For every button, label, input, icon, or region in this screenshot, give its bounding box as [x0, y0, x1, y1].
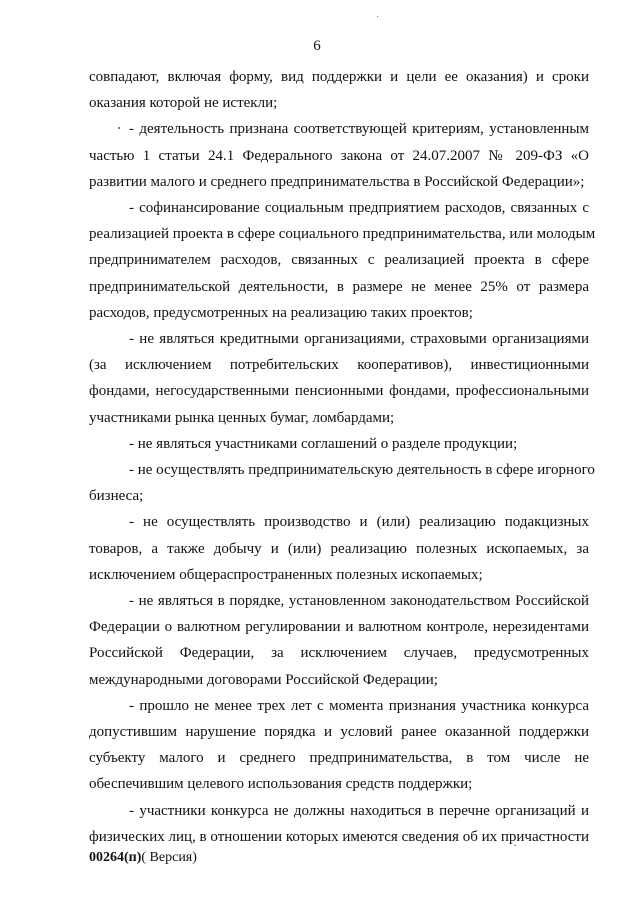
document-version: ( Версия) [141, 850, 197, 865]
text-line: фондами, негосударственными пенсионными фондами, профессиональными [89, 383, 589, 400]
text-line: - софинансирование социальным предприятием расходов, связанных с [129, 200, 589, 217]
text-line: Российской Федерации, за исключением случаев, предусмотренных [89, 645, 589, 662]
document-code: 00264(п) [89, 850, 142, 865]
text-line: участниками рынка ценных бумаг, ломбардами; [89, 409, 395, 426]
text-line: - не являться участниками соглашений о разделе продукции; [129, 435, 518, 452]
paragraph-extremism-list [89, 798, 589, 850]
text-line: исключением общераспространенных полезных ископаемых; [89, 566, 483, 583]
text-line: предпринимательской деятельности, в размере не менее 25% от размера [89, 278, 589, 295]
page-number: 6 [313, 38, 321, 54]
paragraph-excise-goods [89, 509, 589, 588]
text-line: - не являться в порядке, установленном законодательством Российской [129, 593, 589, 610]
text-line: обеспечившим целевого использования средств поддержки; [89, 776, 473, 793]
text-line: - прошло не менее трех лет с момента признания участника конкурса [129, 697, 589, 714]
text-line: субъекту малого и среднего предпринимательства, в том числе не [89, 750, 589, 767]
paragraph-non-residents [89, 588, 589, 693]
text-line: оказания которой не истекли; [89, 95, 278, 112]
text-line: бизнеса; [89, 488, 144, 505]
document-body [89, 64, 596, 850]
paragraph-credit-organizations [89, 326, 589, 431]
text-line: совпадают, включая форму, вид поддержки и цели ее оказания) и сроки [89, 69, 589, 85]
text-line: реализацией проекта в сфере социального предпринимательства, или молодым [89, 226, 596, 243]
text-line: частью 1 статьи 24.1 Федерального закона от 24.07.2007 № 209-ФЗ «О [89, 147, 589, 164]
text-line: - деятельность признана соответствующей критериям, установленным [129, 121, 589, 138]
scan-speck [514, 845, 516, 846]
text-line: - не осуществлять предпринимательскую деятельность в сфере игорного [129, 462, 595, 479]
text-line: расходов, предусмотренных на реализацию таких проектов; [89, 304, 473, 321]
paragraph-criteria [89, 116, 589, 195]
text-line: - не осуществлять производство и (или) реализацию подакцизных [129, 514, 589, 531]
paragraph-continuation [89, 64, 589, 116]
paragraph-cofinancing [89, 195, 596, 326]
text-line: международными договорами Российской Федерации; [89, 671, 438, 688]
text-line: развитии малого и среднего предпринимательства в Российской Федерации»; [89, 173, 585, 190]
scan-speck [377, 16, 378, 17]
text-line: Федерации о валютном регулировании и валютном контроле, нерезидентами [89, 619, 589, 636]
text-line: - не являться кредитными организациями, страховыми организациями [129, 331, 589, 348]
text-line: предпринимателем расходов, связанных с реализацией проекта в сфере [89, 252, 589, 269]
text-line: товаров, а также добычу и (или) реализацию полезных ископаемых, за [89, 540, 589, 557]
scan-speck [118, 127, 120, 129]
paragraph-gambling [89, 457, 595, 509]
paragraph-production-sharing [89, 431, 589, 457]
paragraph-violations [89, 693, 589, 798]
text-line: (за исключением потребительских кооперативов), инвестиционными [89, 357, 589, 374]
text-line: допустившим нарушение порядка и условий ранее оказанной поддержки [89, 724, 589, 741]
text-line: - участники конкурса не должны находиться в перечне организаций и [129, 802, 589, 819]
document-footer [89, 849, 197, 867]
text-line: физических лиц, в отношении которых имеются сведения об их причастности [89, 828, 589, 845]
